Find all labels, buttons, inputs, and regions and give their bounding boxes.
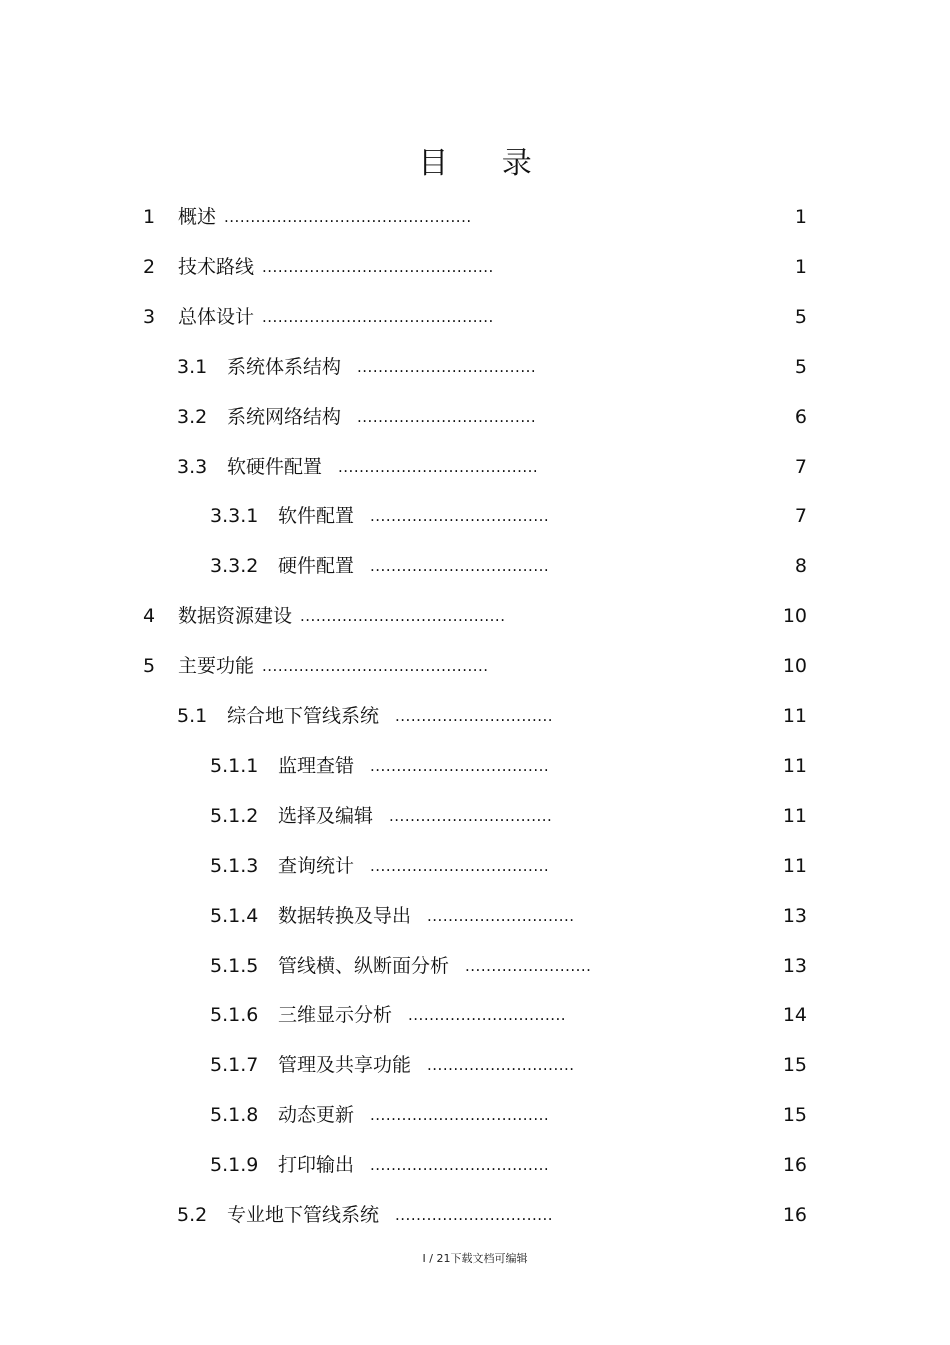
toc-page-number: 10 [782, 605, 807, 628]
toc-entry-number: 2 [143, 255, 156, 278]
toc-leader-dots: .............................. [395, 1206, 554, 1224]
toc-page-number: 5 [794, 355, 807, 378]
toc-leader-dots: .................................. [357, 407, 537, 426]
toc-entry-number: 5.1 [177, 705, 208, 727]
toc-title: 目 录 [418, 146, 554, 181]
toc-page-number: 11 [782, 804, 807, 827]
toc-leader-dots: .................................. [370, 856, 550, 875]
toc-entry-number: 5 [143, 655, 156, 678]
toc-leader-dots: .................................. [370, 756, 550, 775]
toc-entry-number: 3 [143, 305, 156, 328]
toc-page-number: 16 [782, 1204, 807, 1226]
toc-page-number: 11 [782, 854, 807, 877]
toc-entry-number: 3.3 [177, 455, 208, 478]
toc-page-number: 16 [782, 1154, 807, 1177]
toc-leader-dots: ............................... [389, 806, 553, 825]
toc-entry-label: 动态更新 [278, 1104, 355, 1127]
toc-leader-dots: ............................................ [262, 307, 494, 326]
toc-entry-number: 5.1.1 [210, 754, 259, 777]
toc-entry-number: 5.1.2 [210, 804, 259, 827]
toc-page-number: 5 [794, 305, 807, 328]
toc-page-number: 1 [794, 206, 807, 228]
toc-entry-number: 5.1.5 [210, 954, 259, 977]
toc-leader-dots: ............................ [427, 906, 575, 925]
toc-entry-number: 5.1.4 [210, 904, 259, 927]
toc-leader-dots: .................................. [370, 557, 550, 576]
toc-entry-label: 主要功能 [178, 655, 255, 678]
toc-leader-dots: ........................ [465, 956, 592, 975]
toc-leader-dots: ............................................ [262, 257, 494, 276]
toc-entry[interactable] [210, 491, 549, 541]
toc-entry[interactable] [210, 1140, 549, 1190]
toc-entry-label: 查询统计 [278, 854, 355, 877]
toc-leader-dots: ...................................... [338, 457, 539, 476]
toc-entry-label: 总体设计 [178, 305, 255, 328]
toc-entry[interactable] [143, 242, 494, 292]
toc-page-number: 8 [794, 555, 807, 578]
toc-leader-dots: .............................. [395, 707, 554, 725]
toc-entry[interactable] [210, 741, 549, 791]
toc-entry-label: 三维显示分析 [278, 1004, 393, 1027]
toc-page-number: 11 [782, 705, 807, 727]
toc-entry-label: 专业地下管线系统 [227, 1204, 380, 1226]
toc-page-number: 10 [782, 655, 807, 678]
toc-page-number: 11 [782, 754, 807, 777]
toc-entry-label: 数据转换及导出 [278, 904, 412, 927]
toc-entry-label: 选择及编辑 [278, 804, 374, 827]
toc-leader-dots: ............................................... [224, 208, 472, 226]
toc-entry-label: 综合地下管线系统 [227, 705, 380, 727]
toc-entry[interactable] [210, 1040, 575, 1090]
toc-entry-number: 3.1 [177, 355, 208, 378]
toc-entry-label: 软件配置 [278, 505, 355, 528]
toc-entry-number: 3.2 [177, 405, 208, 428]
toc-leader-dots: .................................. [357, 357, 537, 376]
toc-entry[interactable] [143, 292, 494, 342]
toc-page-number: 1 [794, 255, 807, 278]
toc-entry-label: 监理查错 [278, 754, 355, 777]
toc-entry[interactable] [210, 1090, 549, 1140]
toc-entry[interactable] [210, 891, 575, 941]
toc-page-number: 15 [782, 1054, 807, 1077]
toc-entry[interactable] [210, 791, 552, 841]
toc-entry[interactable] [210, 841, 549, 891]
toc-entry-number: 5.1.6 [210, 1004, 259, 1027]
toc-page-number: 13 [782, 954, 807, 977]
toc-entry[interactable] [177, 342, 536, 392]
toc-leader-dots: ........................................... [262, 657, 489, 676]
toc-entry-label: 管理及共享功能 [278, 1054, 412, 1077]
toc-entry-label: 系统网络结构 [227, 405, 342, 428]
toc-entry[interactable] [210, 541, 549, 591]
toc-page-number: 13 [782, 904, 807, 927]
toc-leader-dots: .................................. [370, 1106, 550, 1125]
toc-entry[interactable] [210, 941, 591, 991]
toc-entry[interactable] [177, 1190, 553, 1240]
toc-entry-number: 1 [143, 206, 156, 228]
toc-entry-number: 3.3.2 [210, 555, 259, 578]
toc-leader-dots: ....................................... [300, 607, 506, 626]
toc-entry-label: 软硬件配置 [227, 455, 323, 478]
toc-entry[interactable] [177, 691, 553, 741]
toc-leader-dots: .............................. [408, 1006, 567, 1025]
toc-entry[interactable] [177, 442, 538, 492]
toc-entry[interactable] [177, 392, 536, 442]
toc-entry-number: 5.2 [177, 1204, 208, 1226]
toc-entry-label: 概述 [178, 206, 217, 228]
toc-page-number: 6 [794, 405, 807, 428]
toc-entry-label: 管线横、纵断面分析 [278, 954, 450, 977]
toc-entry-number: 4 [143, 605, 156, 628]
toc-entry-label: 打印输出 [278, 1154, 355, 1177]
toc-entry-number: 3.3.1 [210, 505, 259, 528]
toc-page-number: 14 [782, 1004, 807, 1027]
toc-page-number: 15 [782, 1104, 807, 1127]
toc-entry-label: 硬件配置 [278, 555, 355, 578]
toc-entry[interactable] [143, 641, 489, 691]
toc-entry-label: 数据资源建设 [178, 605, 293, 628]
toc-page-number: 7 [794, 505, 807, 528]
toc-leader-dots: .................................. [370, 1156, 550, 1175]
toc-leader-dots: .................................. [370, 507, 550, 526]
toc-entry[interactable] [143, 591, 505, 641]
toc-entry[interactable] [143, 192, 472, 242]
toc-leader-dots: ............................ [427, 1056, 575, 1075]
toc-entry-number: 5.1.9 [210, 1154, 259, 1177]
toc-entry-label: 技术路线 [178, 255, 255, 278]
toc-entry-number: 5.1.7 [210, 1054, 259, 1077]
toc-entry-number: 5.1.3 [210, 854, 259, 877]
toc-entry-number: 5.1.8 [210, 1104, 259, 1127]
toc-entry-label: 系统体系结构 [227, 355, 342, 378]
toc-entry[interactable] [210, 990, 566, 1040]
toc-page-number: 7 [794, 455, 807, 478]
page-footer: I / 21下载文档可编辑 [422, 1252, 528, 1265]
